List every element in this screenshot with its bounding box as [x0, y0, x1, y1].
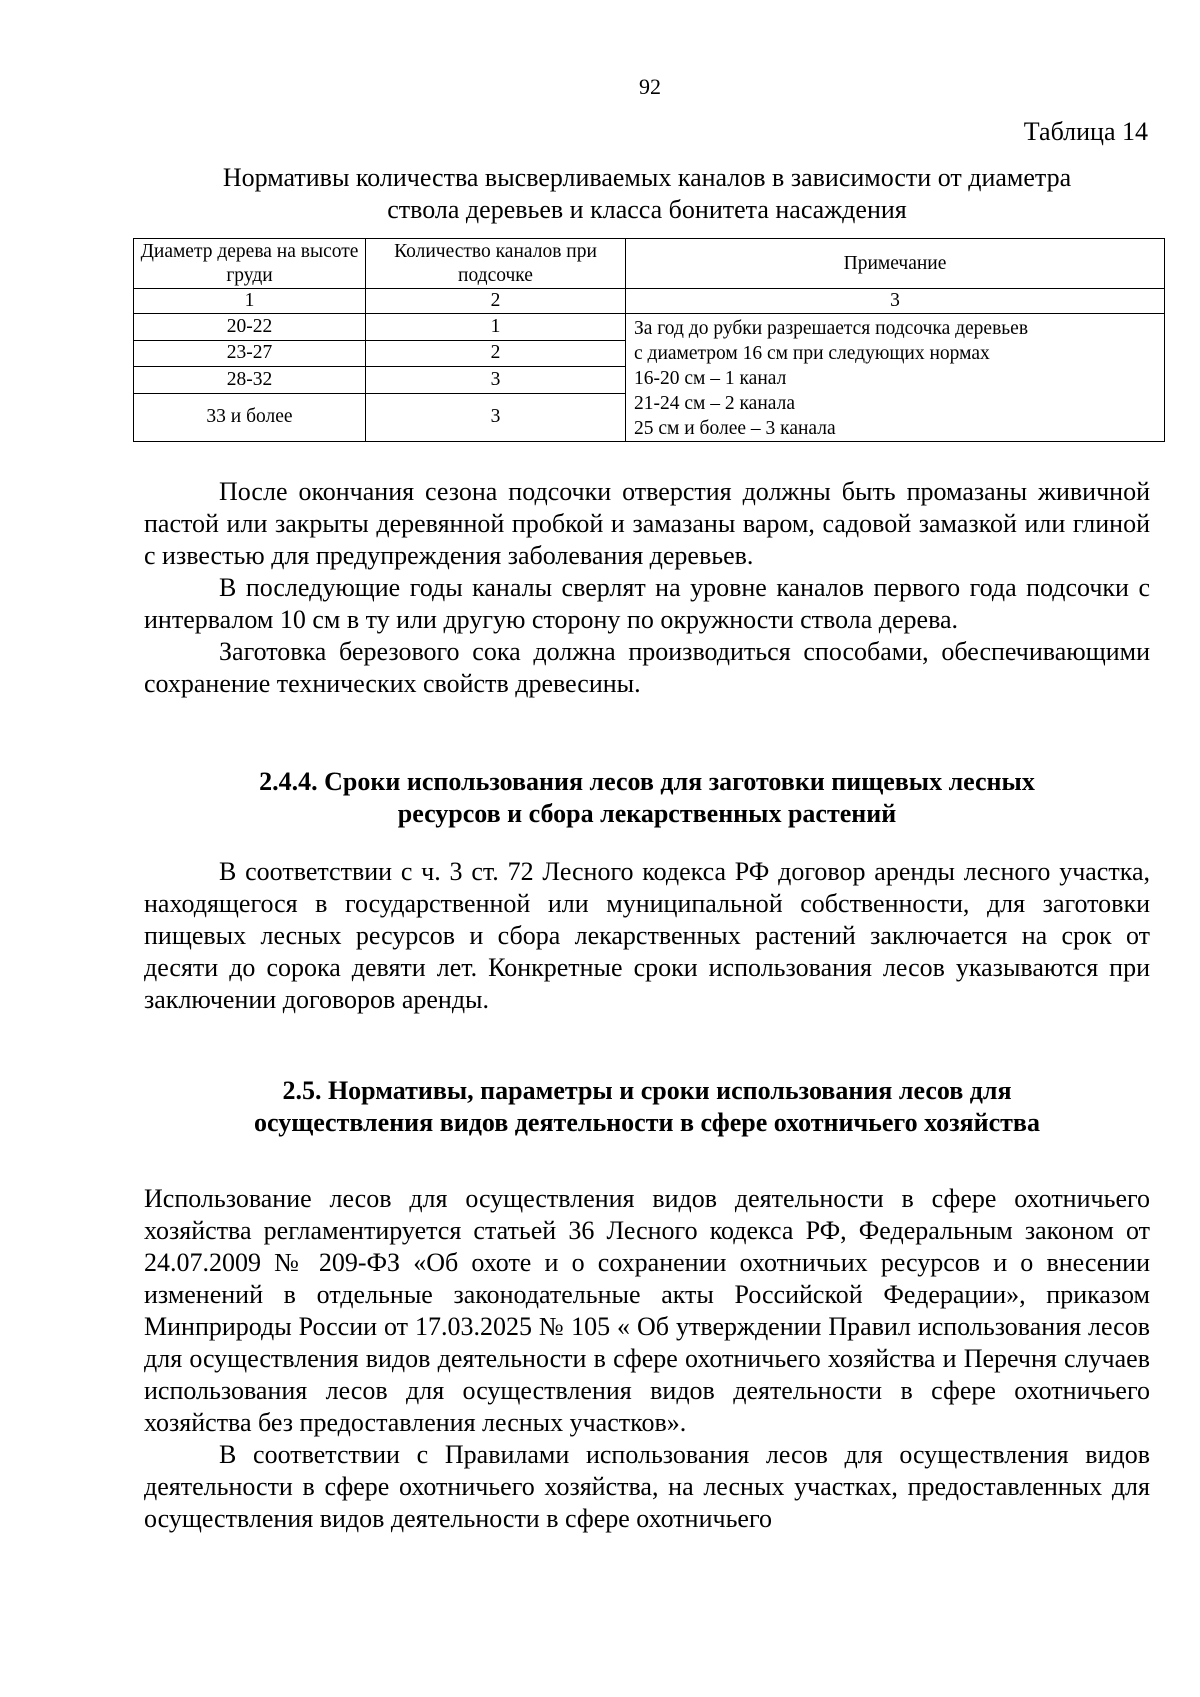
- column-number: 2: [366, 289, 626, 314]
- diameter-cell: 20-22: [134, 314, 366, 341]
- section-heading-2-4-4: [144, 766, 1150, 830]
- section-heading-2-5: [144, 1075, 1150, 1139]
- note-line: За год до рубки разрешается подсочка деревьев: [634, 318, 1029, 339]
- body-text-top: [144, 476, 1150, 700]
- channels-norms-table: [133, 238, 1165, 442]
- note-line: с диаметром 16 см при следующих нормах: [634, 343, 990, 364]
- table-caption-line: ствола деревьев и класса бонитета насаждения: [387, 195, 907, 224]
- heading-line: осуществления видов деятельности в сфере охотничьего хозяйства: [254, 1108, 1040, 1137]
- channels-cell: 1: [366, 314, 626, 341]
- column-number: 1: [134, 289, 366, 314]
- diameter-cell: 23-27: [134, 340, 366, 367]
- diameter-cell: 28-32: [134, 367, 366, 394]
- note-line: 21-24 см – 2 канала: [634, 393, 795, 414]
- note-cell: [626, 314, 1165, 442]
- heading-line: 2.5. Нормативы, параметры и сроки использования лесов для: [282, 1076, 1012, 1105]
- channels-cell: 3: [366, 367, 626, 394]
- paragraph: В последующие годы каналы сверлят на уровне каналов первого года подсочки с интервалом 10 см в ту или другую сторону по окружности ствола дерева.: [144, 573, 1150, 634]
- heading-line: 2.4.4. Сроки использования лесов для заготовки пищевых лесных: [259, 767, 1035, 796]
- page-number: 92: [639, 74, 661, 99]
- table-caption: [144, 162, 1150, 226]
- note-line: 16-20 см – 1 канал: [634, 368, 787, 389]
- column-number-row: [134, 289, 1165, 314]
- channels-cell: 3: [366, 393, 626, 441]
- heading-line: ресурсов и сбора лекарственных растений: [397, 799, 897, 828]
- header-note: Примечание: [626, 239, 1165, 289]
- paragraph: В соответствии с Правилами использования лесов для осуществления видов деятельности в сфере охотничьего хозяйства, на лесных участках, предоставленных для осуществления видов деятельности в сфере охотничьего: [144, 1440, 1150, 1533]
- table-header-row: [134, 239, 1165, 289]
- column-number: 3: [626, 289, 1165, 314]
- table-row: [134, 314, 1165, 341]
- paragraph: Заготовка березового сока должна производиться способами, обеспечивающими сохранение технических свойств древесины.: [144, 637, 1150, 698]
- header-diameter: Диаметр дерева на высоте груди: [134, 239, 366, 289]
- body-text-2-4-4: [144, 856, 1150, 1016]
- paragraph: В соответствии с ч. 3 ст. 72 Лесного кодекса РФ договор аренды лесного участка, находящегося в государственной или муниципальной собственности, для заготовки пищевых лесных ресурсов и сбора лекарственных растений заключается на срок от десяти до сорока девяти лет. Конкретные сроки использования лесов указываются при заключении договоров аренды.: [144, 857, 1150, 1014]
- body-text-2-5: [144, 1183, 1150, 1535]
- table-caption-line: Нормативы количества высверливаемых каналов в зависимости от диаметра: [222, 163, 1072, 192]
- header-channels: Количество каналов при подсочке: [366, 239, 626, 289]
- diameter-cell: 33 и более: [134, 393, 366, 441]
- table-label: Таблица 14: [1023, 117, 1148, 146]
- paragraph: После окончания сезона подсочки отверстия должны быть промазаны живичной пастой или закрыты деревянной пробкой и замазаны варом, садовой замазкой или глиной с известью для предупреждения заболевания деревьев.: [144, 477, 1150, 570]
- channels-cell: 2: [366, 340, 626, 367]
- note-line: 25 см и более – 3 канала: [634, 418, 836, 439]
- paragraph: Использование лесов для осуществления видов деятельности в сфере охотничьего хозяйства регламентируется статьей 36 Лесного кодекса РФ, Федеральным законом от 24.07.2009 № 209-ФЗ «Об охоте и о сохранении охотничьих ресурсов и о внесении изменений в отдельные законодательные акты Российской Федерации», приказом Минприроды России от 17.03.2025 № 105 « Об утверждении Правил использования лесов для осуществления видов деятельности в сфере охотничьего хозяйства и Перечня случаев использования лесов для осуществления видов деятельности в сфере охотничьего хозяйства без предоставления лесных участков».: [144, 1184, 1150, 1437]
